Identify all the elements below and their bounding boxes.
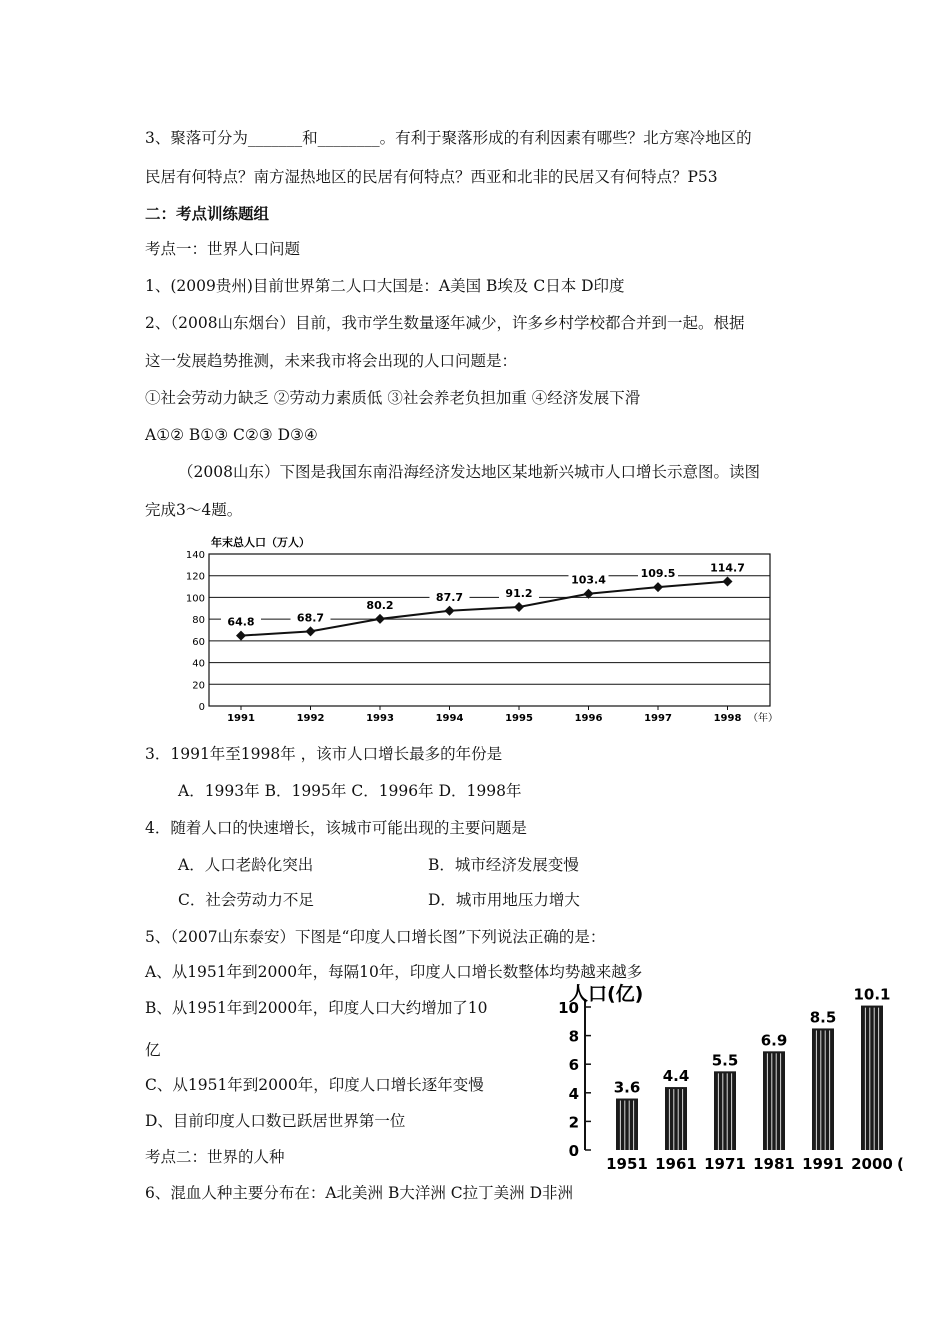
bar-chart-xtick: 1981 <box>753 1155 795 1173</box>
bar-chart-data-label: 4.4 <box>662 1067 690 1086</box>
q4-stem: 4．随着人口的快速增长，该城市可能出现的主要问题是 <box>145 819 527 837</box>
line-chart-data-label: 109.5 <box>640 567 676 581</box>
line-chart-ytick: 40 <box>192 658 205 670</box>
line-chart-series <box>241 581 728 635</box>
q3b-stem: 3．1991年至1998年 ，该市人口增长最多的年份是 <box>145 745 503 763</box>
line-chart-point <box>445 606 455 616</box>
line-chart-ytick: 120 <box>185 571 205 583</box>
bar-chart-data-label: 5.5 <box>711 1051 739 1070</box>
bar-chart-bar <box>763 1051 785 1150</box>
line-chart-ytick: 60 <box>192 636 205 648</box>
intro34-line1: （2008山东）下图是我国东南沿海经济发达地区某地新兴城市人口增长示意图。读图 <box>178 463 760 481</box>
question-1: 1、(2009贵州)目前世界第二人口大国是：A美国 B埃及 C日本 D印度 <box>145 277 625 295</box>
q2-line1: 2、（2008山东烟台）目前，我市学生数量逐年减少，许多乡村学校都合并到一起。根据 <box>145 314 745 332</box>
bar-chart-ytick: 6 <box>568 1056 579 1075</box>
line-chart-xtick: 1997 <box>644 713 672 724</box>
line-chart-xtick: 1991 <box>227 713 255 724</box>
line-chart-xunit: （年） <box>748 713 778 724</box>
q2-line2: 这一发展趋势推测，未来我市将会出现的人口问题是： <box>145 352 518 370</box>
bar-chart-ytick: 10 <box>558 999 579 1017</box>
bar-chart-ytick: 4 <box>568 1084 579 1103</box>
bar-chart-bar <box>714 1071 736 1150</box>
bar-chart-ytick: 8 <box>568 1027 579 1046</box>
q5-option-c: C、从1951年到2000年，印度人口增长逐年变慢 <box>145 1076 484 1094</box>
kaodian2-heading: 考点二：世界的人种 <box>145 1148 285 1166</box>
bar-chart-data-label: 8.5 <box>809 1008 837 1027</box>
line-chart-ytick: 80 <box>192 615 205 627</box>
line-chart-frame <box>209 554 770 706</box>
line-chart-xtick: 1992 <box>296 713 325 724</box>
line-chart-xtick: 1996 <box>574 713 603 724</box>
line-chart-ytick: 0 <box>198 702 205 713</box>
q3b-options: A．1993年 B．1995年 C．1996年 D．1998年 <box>178 782 522 800</box>
line-chart-xtick: 1994 <box>435 713 464 724</box>
bar-chart-data-label: 6.9 <box>760 1031 788 1050</box>
q5-stem: 5、（2007山东泰安）下图是“印度人口增长图”下列说法正确的是： <box>145 928 606 946</box>
bar-chart-xunit: ( <box>897 1155 904 1173</box>
bar-chart-ylabel: 人口(亿) <box>569 983 644 1005</box>
line-chart-ytick: 20 <box>192 680 205 692</box>
bar-chart-xtick: 1951 <box>606 1155 648 1173</box>
line-chart-xtick: 1993 <box>366 713 394 724</box>
line-chart-data-label: 91.2 <box>505 586 533 600</box>
q2-options: A①② B①③ C②③ D③④ <box>145 426 318 444</box>
intro34-line2: 完成3～4题。 <box>145 501 243 519</box>
line-chart-point <box>306 626 316 636</box>
line-chart-point <box>514 602 524 612</box>
bar-chart-bar <box>812 1028 834 1150</box>
bar-chart-data-label: 3.6 <box>613 1078 641 1097</box>
q5-option-b-line1: B、从1951年到2000年，印度人口大约增加了10 <box>145 999 488 1017</box>
bar-chart-data-label: 10.1 <box>853 985 891 1004</box>
section-heading: 二：考点训练题组 <box>145 204 270 223</box>
line-chart-data-label: 80.2 <box>366 598 394 612</box>
bar-chart-xtick: 1971 <box>704 1155 746 1173</box>
bar-chart-ytick: 0 <box>568 1142 579 1160</box>
line-chart-title: 年末总人口（万人） <box>211 536 310 549</box>
line-chart-point <box>723 576 733 586</box>
bar-chart-xtick: 1961 <box>655 1155 697 1173</box>
line-chart-point <box>375 614 385 624</box>
q4-option-b: B．城市经济发展变慢 <box>428 856 579 874</box>
india-population-bar-chart <box>555 982 910 1177</box>
line-chart-xtick: 1998 <box>713 713 742 724</box>
line-chart-data-label: 68.7 <box>296 611 325 625</box>
bar-chart-bar <box>616 1099 638 1150</box>
q3-line2: 民居有何特点？南方湿热地区的民居有何特点？西亚和北非的民居又有何特点？P53 <box>145 168 718 186</box>
line-chart-data-label: 103.4 <box>571 573 606 587</box>
bar-chart-xtick: 2000 <box>851 1155 893 1173</box>
line-chart-ytick: 100 <box>185 593 205 605</box>
line-chart-point <box>653 582 663 592</box>
kaodian1-heading: 考点一：世界人口问题 <box>145 240 301 258</box>
q2-statements: ①社会劳动力缺乏 ②劳动力素质低 ③社会养老负担加重 ④经济发展下滑 <box>145 389 641 407</box>
bar-chart-bar <box>861 1006 883 1150</box>
line-chart-point <box>236 631 246 641</box>
q4-option-d: D．城市用地压力增大 <box>428 891 580 909</box>
bar-chart-ytick: 2 <box>568 1113 579 1132</box>
line-chart-data-label: 114.7 <box>710 561 745 575</box>
q4-option-a: A．人口老龄化突出 <box>178 856 314 874</box>
bar-chart-xtick: 1991 <box>802 1155 844 1173</box>
line-chart-data-label: 64.8 <box>227 615 255 629</box>
line-chart-ytick: 140 <box>185 550 205 561</box>
question-6: 6、混血人种主要分布在：A北美洲 B大洋洲 C拉丁美洲 D非洲 <box>145 1184 574 1202</box>
q5-option-a: A、从1951年到2000年，每隔10年，印度人口增长数整体均势越来越多 <box>145 963 643 981</box>
q4-option-c: C．社会劳动力不足 <box>178 891 314 909</box>
line-chart-xtick: 1995 <box>505 713 533 724</box>
q3-line1: 3、聚落可分为_______和________。有利于聚落形成的有利因素有哪些？北方寒冷地区的 <box>145 129 752 147</box>
bar-chart-bar <box>665 1087 687 1150</box>
population-line-chart <box>175 530 780 728</box>
q5-option-d: D、目前印度人口数已跃居世界第一位 <box>145 1112 406 1130</box>
q5-option-b-line2: 亿 <box>145 1041 161 1059</box>
line-chart-data-label: 87.7 <box>435 590 464 604</box>
